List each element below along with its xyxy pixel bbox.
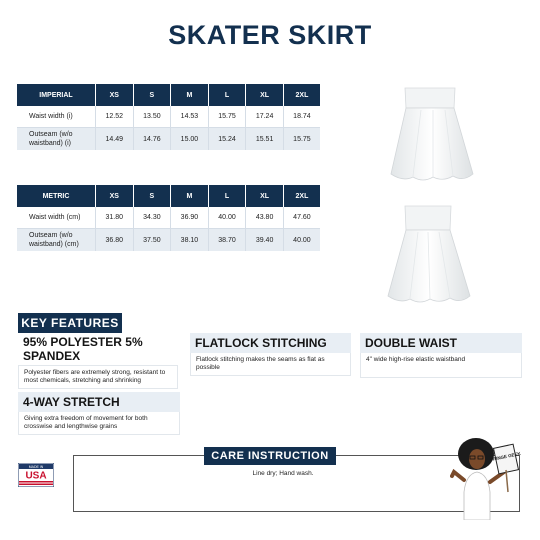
table-header-cell: 2XL: [283, 84, 320, 106]
table-row: [17, 128, 320, 151]
table-cell: 37.50: [133, 229, 171, 252]
table-header-cell: L: [208, 185, 246, 207]
table-cell: 38.10: [171, 229, 209, 252]
row-label: Outseam (w/o waistband) (cm): [17, 229, 96, 252]
table-header-cell: M: [171, 84, 209, 106]
table-header-cell: S: [133, 84, 171, 106]
table-row: [17, 207, 320, 229]
table-cell: 15.24: [208, 128, 246, 151]
table-cell: 36.90: [171, 207, 209, 229]
table-cell: 15.00: [171, 128, 209, 151]
table-cell: 17.24: [246, 106, 284, 128]
care-instruction-text: Line dry; Hand wash.: [252, 470, 314, 477]
table-header-cell: IMPERIAL: [17, 84, 96, 106]
table-cell: 40.00: [283, 229, 320, 252]
table-cell: 14.49: [96, 128, 134, 151]
table-header-row: [17, 185, 320, 207]
table-header-cell: XL: [246, 84, 284, 106]
made-in-usa-badge: [18, 463, 54, 487]
table-cell: 43.80: [246, 207, 284, 229]
table-cell: 14.76: [133, 128, 171, 151]
table-cell: 12.52: [96, 106, 134, 128]
skirt-image-back: [378, 204, 478, 306]
feature-title: 95% POLYESTER 5% SPANDEX: [18, 333, 178, 365]
feature-card-fabric: [18, 333, 178, 389]
table-header-cell: XS: [96, 84, 134, 106]
table-cell: 31.80: [96, 207, 134, 229]
feature-card-stitching: [190, 333, 351, 376]
table-cell: 15.75: [208, 106, 246, 128]
feature-description: Flatlock stitching makes the seams as flat as possible: [190, 353, 351, 376]
feature-title: 4-WAY STRETCH: [18, 392, 180, 412]
table-cell: 18.74: [283, 106, 320, 128]
table-header-cell: 2XL: [283, 185, 320, 207]
skirt-image-front: [383, 84, 483, 186]
feature-description: 4" wide high-rise elastic waistband: [360, 353, 522, 378]
care-instruction-header: CARE INSTRUCTION: [204, 447, 336, 465]
metric-size-table: [17, 185, 320, 251]
table-header-cell: L: [208, 84, 246, 106]
table-header-cell: M: [171, 185, 209, 207]
feature-description: Giving extra freedom of movement for both crosswise and lengthwise grains: [18, 412, 180, 435]
table-header-cell: XL: [246, 185, 284, 207]
row-label: Waist width (cm): [17, 207, 96, 229]
table-cell: 15.75: [283, 128, 320, 151]
feature-description: Polyester fibers are extremely strong, resistant to most chemicals, stretching and shrinking: [18, 365, 178, 389]
table-cell: 13.50: [133, 106, 171, 128]
table-cell: 47.60: [283, 207, 320, 229]
feature-title: FLATLOCK STITCHING: [190, 333, 351, 353]
badge-subtext: MADE IN: [28, 465, 44, 469]
table-cell: 36.80: [96, 229, 134, 252]
mascot-sign-text: FRINGE GEEK: [489, 450, 522, 463]
feature-card-stretch: [18, 392, 180, 435]
feature-title: DOUBLE WAIST: [360, 333, 522, 353]
key-features-header: KEY FEATURES: [18, 313, 122, 333]
table-cell: 14.53: [171, 106, 209, 128]
table-cell: 39.40: [246, 229, 284, 252]
row-label: Waist width (i): [17, 106, 96, 128]
table-header-cell: XS: [96, 185, 134, 207]
feature-card-waist: [360, 333, 522, 378]
table-row: [17, 106, 320, 128]
page-title: SKATER SKIRT: [168, 20, 372, 50]
table-cell: 40.00: [208, 207, 246, 229]
badge-text: USA: [25, 470, 47, 482]
mascot-illustration: [450, 432, 522, 520]
table-cell: 38.70: [208, 229, 246, 252]
table-row: [17, 229, 320, 252]
table-header-cell: METRIC: [17, 185, 96, 207]
imperial-size-table: [17, 84, 320, 150]
row-label: Outseam (w/o waistband) (i): [17, 128, 96, 151]
table-cell: 15.51: [246, 128, 284, 151]
table-header-cell: S: [133, 185, 171, 207]
table-header-row: [17, 84, 320, 106]
table-cell: 34.30: [133, 207, 171, 229]
